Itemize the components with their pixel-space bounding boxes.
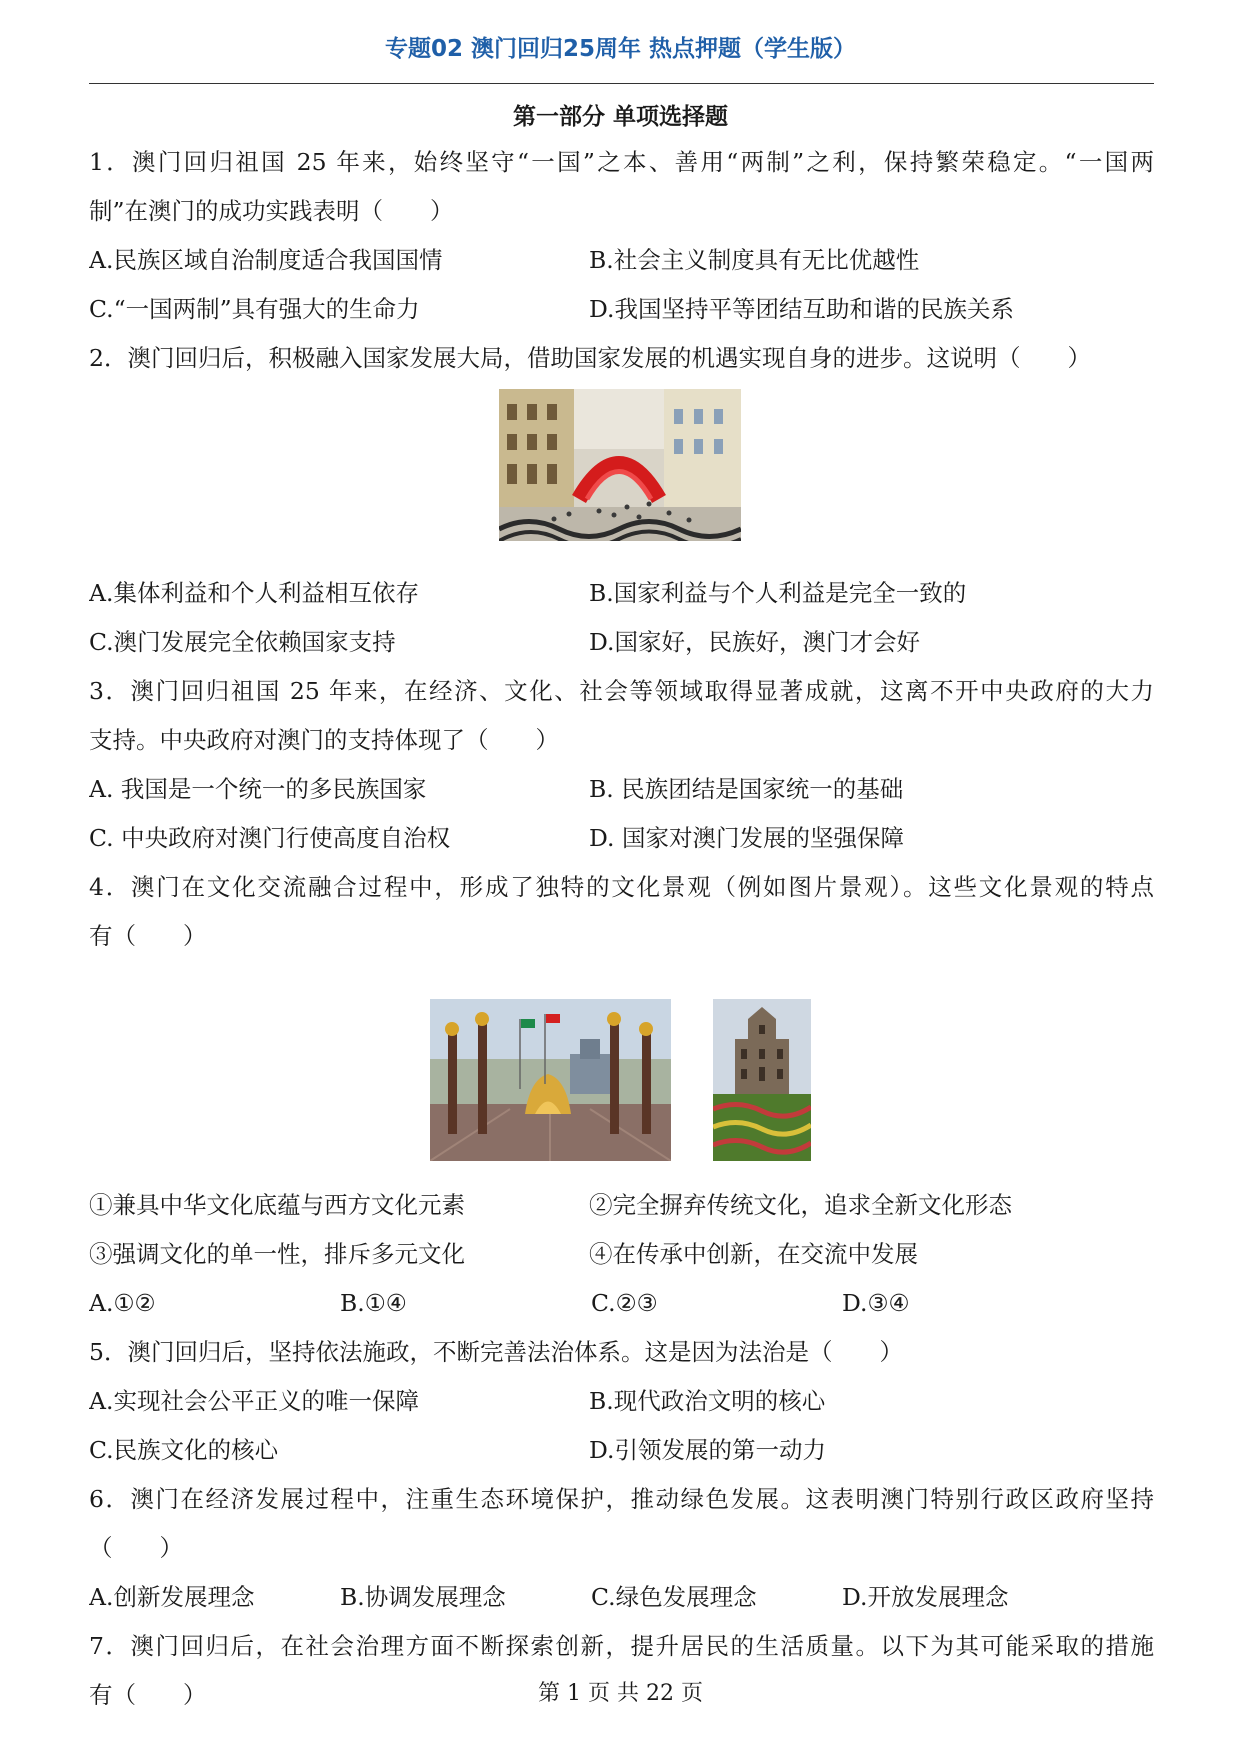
question-content <box>89 138 1154 1720</box>
q4-figure <box>89 961 1154 1181</box>
q6-options-row <box>89 1573 1154 1622</box>
q4-stem-line-2: 有（ ） <box>89 922 207 950</box>
q3-option-d: D. 国家对澳门发展的坚强保障 <box>589 824 904 852</box>
q4-option-d: D.③④ <box>842 1289 910 1317</box>
q4-option-a: A.①② <box>89 1289 156 1317</box>
q3-stem-line-1: 3．澳门回归祖国 25 年来，在经济、文化、社会等领域取得显著成就，这离不开中央政府的大力 <box>89 677 1154 705</box>
q3-stem-line-2: 支持。中央政府对澳门的支持体现了（ ） <box>89 726 559 754</box>
q6-option-a: A.创新发展理念 <box>89 1583 255 1611</box>
q2-option-b: B.国家利益与个人利益是完全一致的 <box>589 579 967 607</box>
q3-option-b: B. 民族团结是国家统一的基础 <box>589 775 904 803</box>
q2-options-row-1 <box>89 569 1154 618</box>
q4-option-c: C.②③ <box>591 1289 658 1317</box>
q4-stem-line-1: 4．澳门在文化交流融合过程中，形成了独特的文化景观（例如图片景观）。这些文化景观的特点 <box>89 873 1154 901</box>
q6-option-d: D.开放发展理念 <box>842 1583 1009 1611</box>
header-divider <box>89 83 1154 84</box>
q5-stem-line-1: 5．澳门回归后，坚持依法施政，不断完善法治体系。这是因为法治是（ ） <box>89 1338 903 1366</box>
q4-options-row <box>89 1279 1154 1328</box>
q6-option-b: B.协调发展理念 <box>340 1583 506 1611</box>
q6-option-c: C.绿色发展理念 <box>591 1583 757 1611</box>
golden-lotus-square-photo <box>430 999 671 1161</box>
q3-options-row-1 <box>89 765 1154 814</box>
q5-option-b: B.现代政治文明的核心 <box>589 1387 826 1415</box>
q1-options-row-1 <box>89 236 1154 285</box>
q4-statement-1: ①兼具中华文化底蕴与西方文化元素 <box>89 1191 465 1219</box>
q4-statement-4: ④在传承中创新，在交流中发展 <box>589 1240 918 1268</box>
q1-stem-line-2: 制”在澳门的成功实践表明（ ） <box>89 197 454 225</box>
section-title: 第一部分 单项选择题 <box>512 104 728 130</box>
q1-option-c: C.“一国两制”具有强大的生命力 <box>89 295 420 323</box>
q2-options-row-2 <box>89 618 1154 667</box>
q1-option-a: A.民族区域自治制度适合我国国情 <box>89 246 443 274</box>
q4-statements-row-1 <box>89 1181 1154 1230</box>
q4-statement-2: ②完全摒弃传统文化，追求全新文化形态 <box>589 1191 1012 1219</box>
q1-option-d: D.我国坚持平等团结互助和谐的民族关系 <box>589 295 1014 323</box>
q5-option-d: D.引领发展的第一动力 <box>589 1436 826 1464</box>
q3-option-a: A. 我国是一个统一的多民族国家 <box>89 775 427 803</box>
q2-option-c: C.澳门发展完全依赖国家支持 <box>89 628 396 656</box>
q2-option-d: D.国家好，民族好，澳门才会好 <box>589 628 920 656</box>
page-footer: 第 1 页 共 22 页 <box>538 1681 703 1706</box>
q5-option-c: C.民族文化的核心 <box>89 1436 279 1464</box>
q3-options-row-2 <box>89 814 1154 863</box>
q2-stem-line-1: 2．澳门回归后，积极融入国家发展大局，借助国家发展的机遇实现自身的进步。这说明（ ） <box>89 344 1091 372</box>
q7-stem-line-2: 有（ ） <box>89 1681 207 1709</box>
q6-stem-line-1: 6．澳门在经济发展过程中，注重生态环境保护，推动绿色发展。这表明澳门特别行政区政府坚持 <box>89 1485 1154 1513</box>
q7-stem-line-1: 7．澳门回归后，在社会治理方面不断探索创新，提升居民的生活质量。以下为其可能采取的措施 <box>89 1632 1154 1660</box>
document-header-title: 专题02 澳门回归25周年 热点押题（学生版） <box>384 36 857 62</box>
q5-options-row-1 <box>89 1377 1154 1426</box>
q6-stem-line-2: （ ） <box>89 1534 183 1562</box>
q2-figure <box>89 383 1154 569</box>
q1-stem-line-1: 1．澳门回归祖国 25 年来，始终坚守“一国”之本、善用“两制”之利，保持繁荣稳定。“一国两 <box>89 148 1154 176</box>
q1-option-b: B.社会主义制度具有无比优越性 <box>589 246 920 274</box>
q2-option-a: A.集体利益和个人利益相互依存 <box>89 579 419 607</box>
q4-option-b: B.①④ <box>340 1289 407 1317</box>
ruins-of-st-paul-photo <box>713 999 811 1161</box>
senado-square-photo <box>499 389 741 541</box>
q4-statement-3: ③强调文化的单一性，排斥多元文化 <box>89 1240 465 1268</box>
q4-statements-row-2 <box>89 1230 1154 1279</box>
q5-options-row-2 <box>89 1426 1154 1475</box>
q5-option-a: A.实现社会公平正义的唯一保障 <box>89 1387 419 1415</box>
q3-option-c: C. 中央政府对澳门行使高度自治权 <box>89 824 451 852</box>
q1-options-row-2 <box>89 285 1154 334</box>
